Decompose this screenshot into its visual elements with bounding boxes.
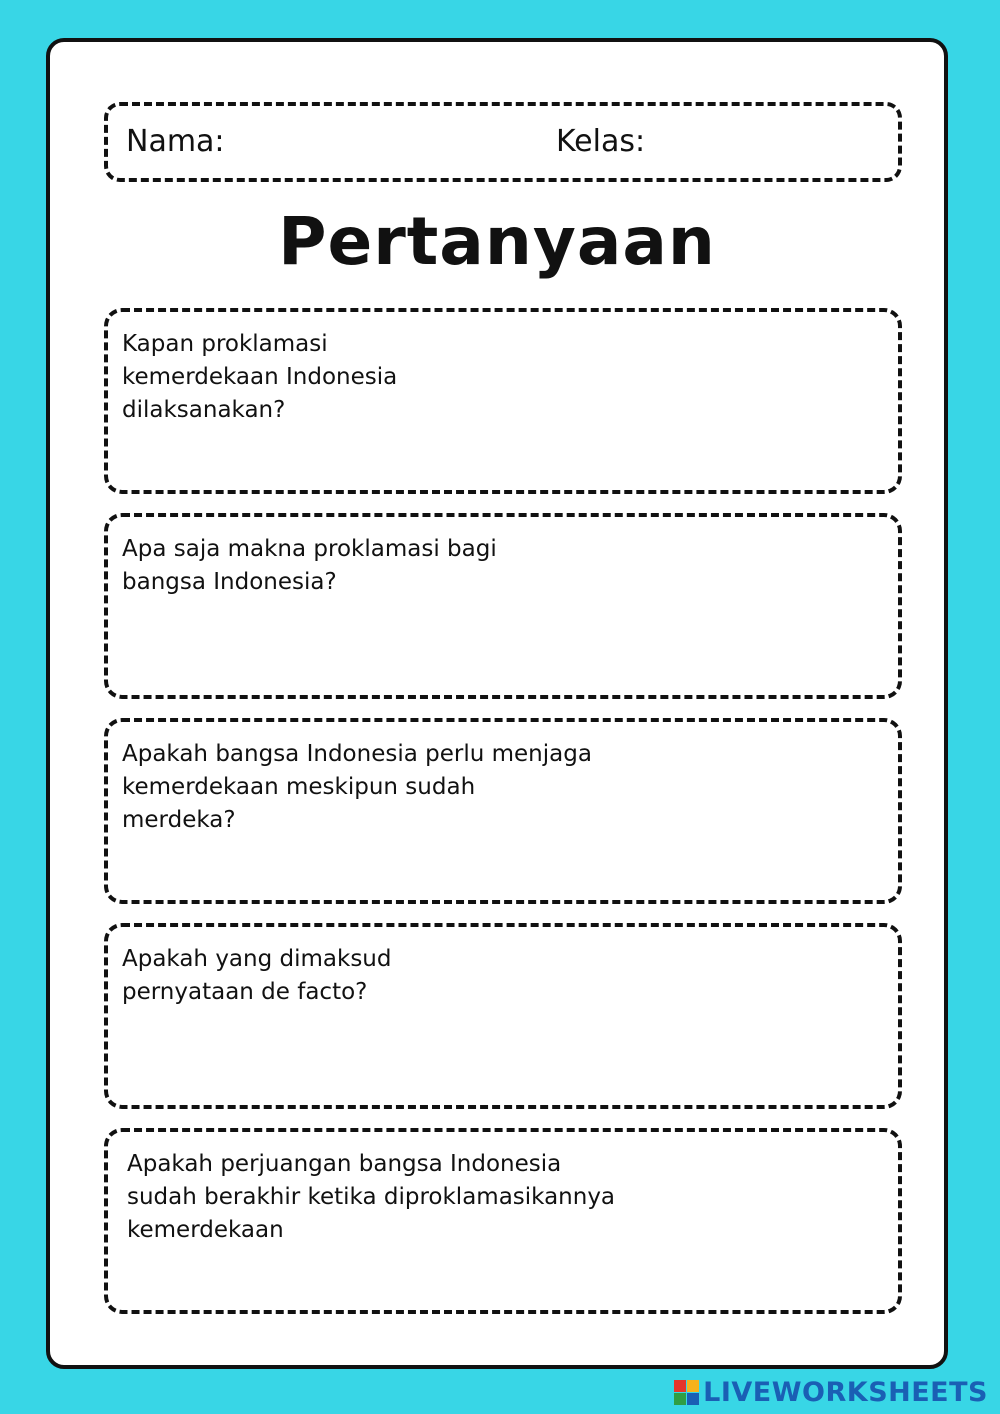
name-label: Nama: bbox=[126, 124, 225, 159]
watermark-text: LIVEWORKSHEETS bbox=[703, 1376, 988, 1408]
question-box-2 bbox=[104, 513, 902, 699]
logo-square-red bbox=[674, 1380, 686, 1392]
page-title: Pertanyaan bbox=[278, 203, 716, 280]
question-text-2: Apa saja makna proklamasi bagi bangsa Indonesia? bbox=[122, 536, 497, 595]
answer-input-1[interactable] bbox=[122, 424, 884, 476]
question-text-5: Apakah perjuangan bangsa Indonesia sudah berakhir ketika diproklamasikannya kemerdekaan bbox=[127, 1151, 616, 1243]
answer-input-2[interactable] bbox=[122, 629, 884, 681]
answer-input-3[interactable] bbox=[122, 834, 884, 886]
question-text-3: Apakah bangsa Indonesia perlu menjaga kemerdekaan meskipun sudah merdeka? bbox=[122, 741, 592, 833]
question-text-1: Kapan proklamasi kemerdekaan Indonesia dilaksanakan? bbox=[122, 331, 398, 423]
name-input[interactable] bbox=[238, 120, 542, 166]
student-info-box bbox=[104, 102, 902, 182]
logo-square-green bbox=[674, 1393, 686, 1405]
liveworksheets-logo-icon bbox=[674, 1380, 699, 1405]
answer-input-4[interactable] bbox=[122, 1039, 884, 1091]
question-text-4: Apakah yang dimaksud pernyataan de facto? bbox=[122, 946, 392, 1005]
logo-square-blue bbox=[687, 1393, 699, 1405]
question-box-4 bbox=[104, 923, 902, 1109]
liveworksheets-watermark bbox=[674, 1374, 988, 1410]
question-box-3 bbox=[104, 718, 902, 904]
question-box-1 bbox=[104, 308, 902, 494]
class-label: Kelas: bbox=[556, 124, 646, 159]
answer-input-5[interactable] bbox=[122, 1244, 884, 1296]
worksheet-card bbox=[46, 38, 948, 1369]
logo-square-yellow bbox=[687, 1380, 699, 1392]
class-input[interactable] bbox=[668, 120, 892, 166]
question-box-5 bbox=[104, 1128, 902, 1314]
